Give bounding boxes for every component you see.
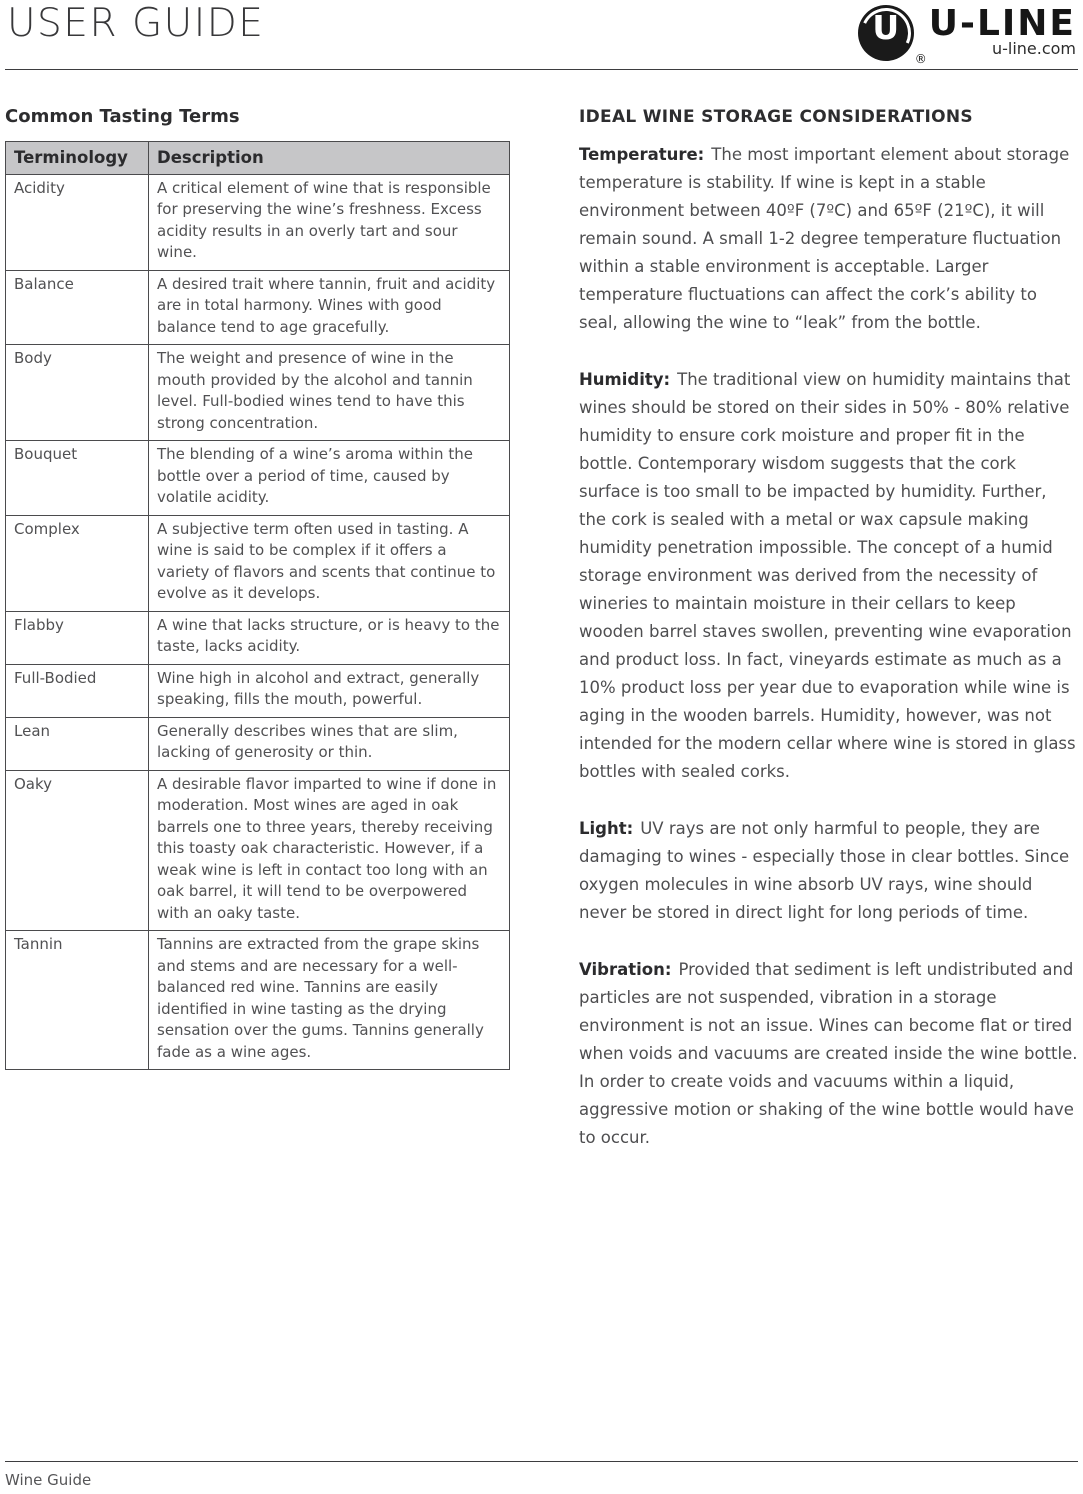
storage-paragraph-body: The traditional view on humidity maintains that wines should be stored on their sides in 50% - 80% relative humidity to ensure cork moisture and proper fit in the bottle. Contemporary wisdom suggests that the cork surface is too small to be impacted by humidity. Further, the cork is sealed with a metal or wax capsule making humidity penetration impossible. The concept of a humid storage environment was derived from the necessity of wineries to maintain moisture in their cellars to keep wooden barrel staves swollen, preventing wine evaporation and product loss. In fact, vineyards estimate as much as a 10% product loss per year due to evaporation while wine is aging in the wooden barrels. Humidity, however, was not intended for the modern cellar where wine is stored in glass bottles with sealed corks. (579, 370, 1076, 781)
table-row (6, 931, 510, 1070)
storage-paragraph-label: Vibration: (579, 960, 672, 979)
table-header (6, 142, 510, 175)
table-row (6, 770, 510, 931)
description-cell: A desirable flavor imparted to wine if done in moderation. Most wines are aged in oak barrels one to three years, thereby receiving this toasty oak characteristic. However, if a weak wine is left in contact too long with an oak barrel, it will tend to be overpowered with an oaky taste. (149, 770, 510, 931)
description-cell: Generally describes wines that are slim, lacking of generosity or thin. (149, 717, 510, 770)
uline-website-text: u-line.com (991, 39, 1076, 58)
uline-logo (858, 3, 1076, 66)
table-row (6, 174, 510, 270)
footer (5, 1461, 1078, 1489)
storage-paragraph-body: Provided that sediment is left undistributed and particles are not suspended, vibration in a storage environment is not an issue. Wines can become flat or tired when voids and vacuums are created inside the wine bottle. In order to create voids and vacuums within a liquid, aggressive motion or shaking of the wine bottle would have to occur. (579, 960, 1078, 1147)
storage-paragraph-label: Humidity: (579, 370, 671, 389)
tasting-terms-heading: Common Tasting Terms (5, 106, 240, 127)
uline-emblem-letter: U (872, 8, 900, 47)
description-cell: The blending of a wine’s aroma within the bottle over a period of time, caused by volatile acidity. (149, 441, 510, 516)
description-cell: A subjective term often used in tasting. A wine is said to be complex if it offers a variety of flavors and scents that continue to evolve as it develops. (149, 515, 510, 611)
storage-paragraph-body: The most important element about storage temperature is stability. If wine is kept in a stable environment between 40ºF (7ºC) and 65ºF (21ºC), it will remain sound. A small 1-2 degree temperature fluctuation within a stable environment is acceptable. Larger temperature fluctuations can affect the cork’s ability to seal, allowing the wine to “leak” from the bottle. (579, 145, 1070, 332)
registered-trademark-symbol: ® (914, 52, 927, 66)
header (5, 0, 1078, 70)
storage-considerations-section (579, 70, 1078, 1181)
table-row (6, 515, 510, 611)
storage-considerations-heading: IDEAL WINE STORAGE CONSIDERATIONS (579, 107, 973, 127)
description-column-header: Description (149, 142, 510, 175)
table-row (6, 270, 510, 345)
term-cell: Balance (6, 270, 149, 345)
uline-emblem-icon (858, 5, 927, 66)
table-row (6, 717, 510, 770)
table-row (6, 664, 510, 717)
term-cell: Tannin (6, 931, 149, 1070)
storage-paragraph (579, 141, 1078, 337)
storage-paragraph (579, 366, 1078, 786)
description-cell: A desired trait where tannin, fruit and acidity are in total harmony. Wines with good balance tend to age gracefully. (149, 270, 510, 345)
content-columns (5, 70, 1078, 1181)
table-body (6, 174, 510, 1070)
term-cell: Acidity (6, 174, 149, 270)
footer-doc-title: Wine Guide (5, 1471, 92, 1489)
tasting-terms-table (5, 141, 510, 1070)
description-cell: A critical element of wine that is responsible for preserving the wine’s freshness. Excess acidity results in an overly tart and sour wine. (149, 174, 510, 270)
storage-paragraph-body: UV rays are not only harmful to people, they are damaging to wines - especially those in clear bottles. Since oxygen molecules in wine absorb UV rays, wine should never be stored in direct light for long periods of time. (579, 819, 1070, 922)
uline-wordmark (929, 5, 1076, 58)
description-cell: A wine that lacks structure, or is heavy to the taste, lacks acidity. (149, 611, 510, 664)
table-row (6, 441, 510, 516)
term-cell: Complex (6, 515, 149, 611)
term-cell: Bouquet (6, 441, 149, 516)
table-header-row (6, 142, 510, 175)
storage-paragraph (579, 956, 1078, 1152)
storage-paragraph-label: Temperature: (579, 145, 705, 164)
term-cell: Lean (6, 717, 149, 770)
uline-brand-text: U-LINE (928, 3, 1076, 44)
term-cell: Flabby (6, 611, 149, 664)
page-title: USER GUIDE (7, 1, 265, 46)
table-row (6, 611, 510, 664)
description-cell: The weight and presence of wine in the mouth provided by the alcohol and tannin level. Full-bodied wines tend to have this strong concentration. (149, 345, 510, 441)
storage-paragraph-label: Light: (579, 819, 634, 838)
description-cell: Wine high in alcohol and extract, generally speaking, fills the mouth, powerful. (149, 664, 510, 717)
term-cell: Oaky (6, 770, 149, 931)
table-row (6, 345, 510, 441)
storage-sections (579, 141, 1078, 1152)
storage-paragraph (579, 815, 1078, 927)
term-cell: Body (6, 345, 149, 441)
description-cell: Tannins are extracted from the grape skins and stems and are necessary for a well-balanced red wine. Tannins are easily identified in wine tasting as the drying sensation over the gums. Tannins generally fade as a wine ages. (149, 931, 510, 1070)
tasting-terms-section (5, 70, 510, 1181)
term-cell: Full-Bodied (6, 664, 149, 717)
terminology-column-header: Terminology (6, 142, 149, 175)
